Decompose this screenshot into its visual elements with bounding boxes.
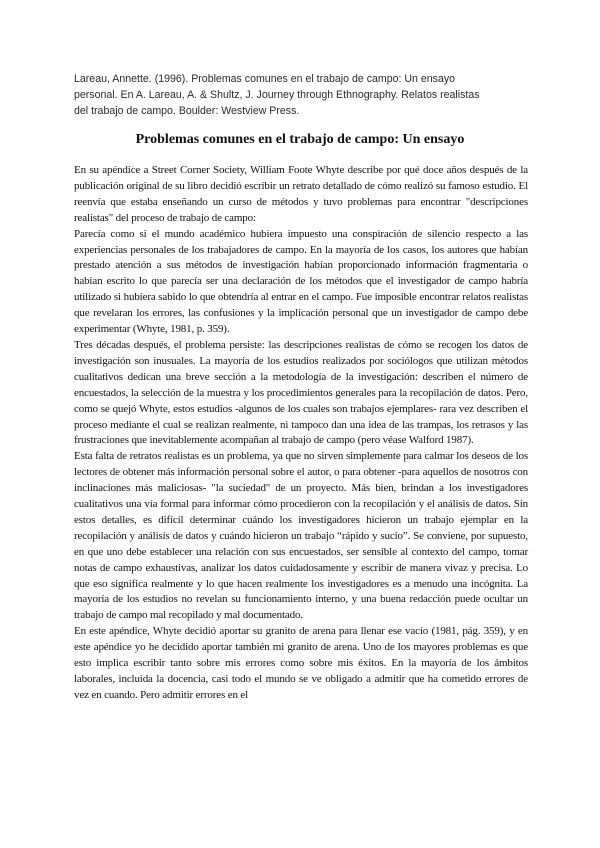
citation-line: personal. En A. Lareau, A. & Shultz, J. Journey through Ethnography. Relatos realistas — [74, 89, 480, 101]
paragraph: Esta falta de retratos realistas es un problema, ya que no sirven simplemente para calmar los deseos de los lectores de obtener más información personal sobre el autor, o para obtener -para aquellos de nosotros con inclinaciones más maliciosas- "la suciedad" de un proyecto. Más bien, brindan a los investigadores cualitativos una vía formal para informar cómo procedieron con la recopilación y el análisis de datos. Sin estos detalles, es difícil determinar cuándo los investigadores hicieron un trabajo ejemplar en la recopilación y análisis de datos y cuándo hicieron un trabajo “rápido y sucio”. Se conviene, por supuesto, en que uno debe establecer una relación con sus encuestados, ser sensible al contexto del campo, tomar notas de campo exhaustivas, analizar los datos cuidadosamente y escribir de manera vivaz y precisa. Lo que eso significa realmente y lo que hacen realmente los investigadores es a menudo una incógnita. La mayoría de los estudios no revelan su funcionamiento interno, y una buena redacción puede ocultar un trabajo de campo mal recopilado y mal documentado. — [74, 450, 528, 622]
paragraph: Tres décadas después, el problema persiste: las descripciones realistas de cómo se recogen los datos de investigación son inusuales. La mayoría de los estudios realizados por sociólogos que utilizan métodos cualitativos dedican una breve sección a la metodología de la investigación: describen el número de encuestados, la selección de la muestra y los procedimientos generales para la recopilación de datos. Pero, como se quejó Whyte, estos estudios -algunos de los cuales son trabajos ejemplares- rara vez describen el proceso mediante el cual se realizan realmente, ni tampoco dan una idea de las trampas, los retrasos y las frustraciones que inevitablemente acompañan al trabajo de campo (pero véase Walford 1987). — [74, 338, 528, 447]
document-title: Problemas comunes en el trabajo de campo: Un ensayo — [135, 132, 465, 147]
citation-line: del trabajo de campo. Boulder: Westview Press. — [74, 105, 300, 117]
paragraph: En su apéndice a Street Corner Society, William Foote Whyte describe por qué doce años después de la publicación original de su libro decidió escribir un retrato detallado de cómo realizó su famoso estudio. El reenvía que estaba enseñando un curso de métodos y tuvo problemas para encontrar "descripciones realistas" del proceso de trabajo de campo: — [74, 164, 528, 224]
document-body — [74, 163, 528, 704]
paragraph: En este apéndice, Whyte decidió aportar su granito de arena para llenar ese vacío (1981, pág. 359), y en este apéndice yo he decidido aportar también mi granito de arena. Uno de los mayores problemas es que esto implica escribir tanto sobre mis errores como sobre mis éxitos. En la mayoría de los ámbitos laborales, incluida la docencia, casi todo el mundo se ve obligado a admitir que ha cometido errores de vez en cuando. Pero admitir errores en el — [74, 625, 528, 701]
citation-line: Lareau, Annette. (1996). Problemas comunes en el trabajo de campo: Un ensayo — [74, 73, 456, 85]
citation-block — [74, 71, 504, 119]
block-quote-paragraph: Parecía como si el mundo académico hubiera impuesto una conspiración de silencio respecto a las experiencias personales de los trabajadores de campo. En la mayoría de los casos, los autores que habían prestado atención a sus métodos de investigación habían proporcionado información fragmentaria o habían escrito lo que parecía ser una declaración de los métodos que el investigador de campo habría utilizado si hubiera sabido lo que obtendría al entrar en el campo. Fue imposible encontrar relatos realistas que revelaran los errores, las confusiones y la implicación personal que un investigador de campo debe experimentar (Whyte, 1981, p. 359). — [74, 227, 528, 336]
